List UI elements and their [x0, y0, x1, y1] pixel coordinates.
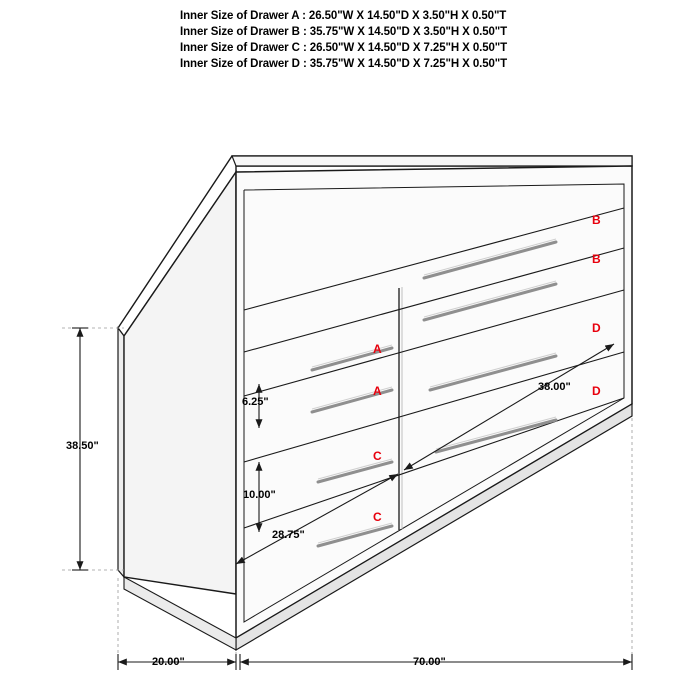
dimension-label-small-drawer-height: 6.25": [242, 396, 269, 408]
dimension-label-large-drawer-height: 10.00": [243, 489, 276, 501]
dimension-label-drawer-front-width: 38.00": [538, 381, 571, 393]
dimension-label-width: 70.00": [413, 656, 446, 668]
spec-line-a: Inner Size of Drawer A : 26.50"W X 14.50"D X 3.50"H X 0.50"T: [180, 10, 507, 22]
dresser-top-edge: [232, 156, 632, 166]
spec-line-b: Inner Size of Drawer B : 35.75"W X 14.50"D X 3.50"H X 0.50"T: [180, 26, 508, 38]
spec-line-d: Inner Size of Drawer D : 35.75"W X 14.50"D X 7.25"H X 0.50"T: [180, 58, 508, 70]
drawer-label-b-1: B: [592, 252, 601, 266]
dimension-label-depth: 20.00": [152, 656, 185, 668]
drawer-label-d-3: D: [592, 384, 601, 398]
dresser-left-edge: [118, 328, 124, 577]
dresser-body: [118, 156, 632, 650]
drawer-label-a-4: A: [373, 342, 382, 356]
drawer-label-c-7: C: [373, 510, 382, 524]
drawer-label-b-0: B: [592, 213, 601, 227]
drawer-label-c-6: C: [373, 449, 382, 463]
drawer-label-a-5: A: [373, 384, 382, 398]
dimension-label-height: 38.50": [66, 440, 99, 452]
dresser-front-face: [236, 166, 632, 638]
dimension-label-narrow-drawer-width: 28.75": [272, 529, 305, 541]
drawer-label-d-2: D: [592, 321, 601, 335]
spec-line-c: Inner Size of Drawer C : 26.50"W X 14.50"D X 7.25"H X 0.50"T: [180, 42, 508, 54]
